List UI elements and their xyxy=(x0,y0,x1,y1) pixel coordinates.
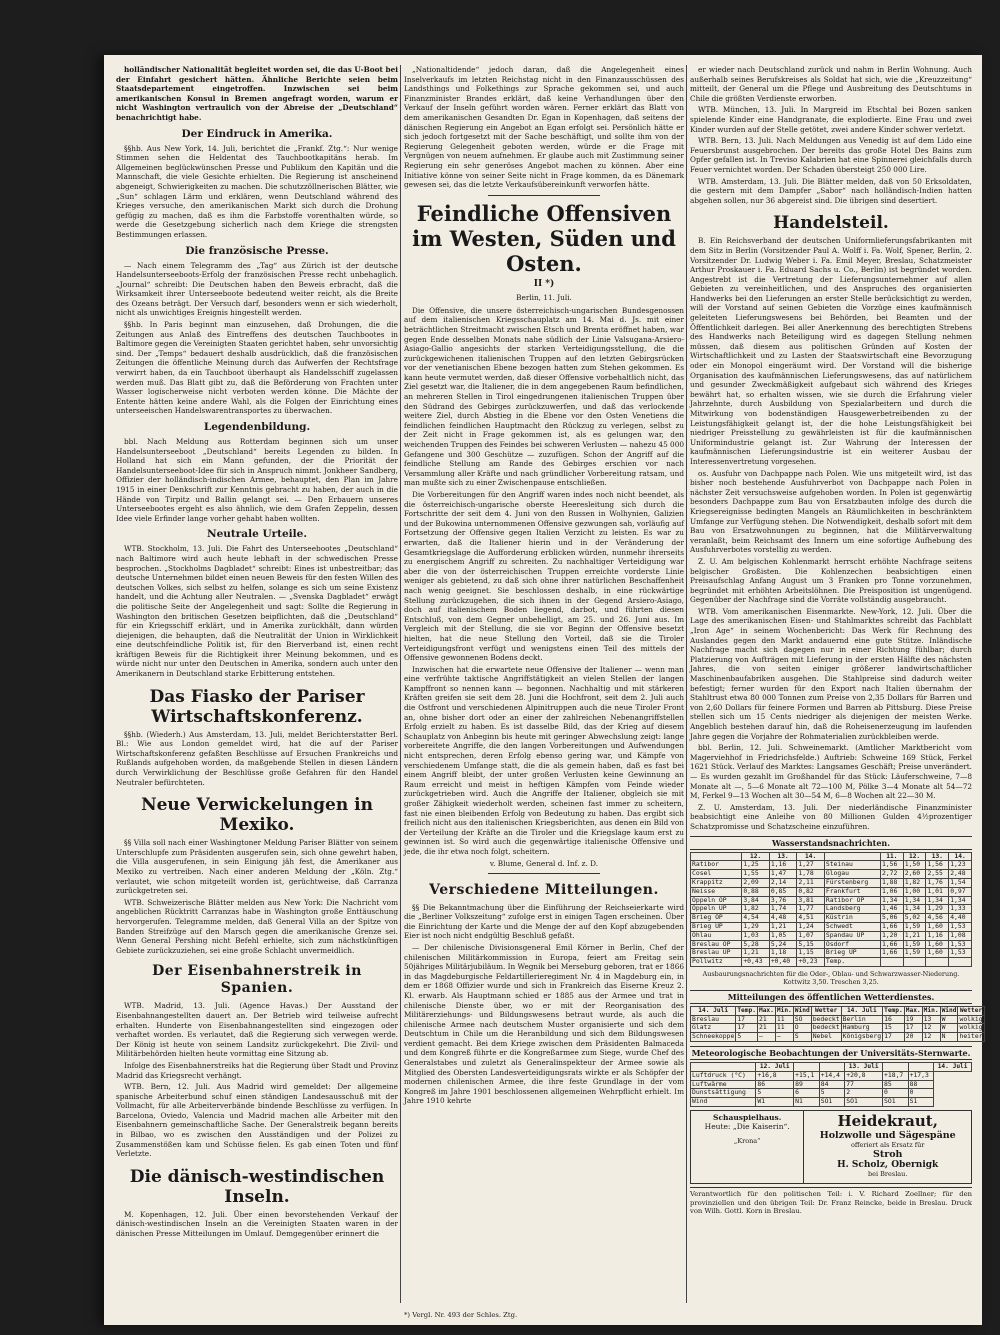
water-table-cell: 1,66 xyxy=(880,949,903,958)
footnote: *) Vergl. Nr. 493 der Schles. Ztg. xyxy=(404,1311,518,1319)
weather-table-header-cell: Temp. xyxy=(884,1006,903,1014)
water-table-cell: 0,85 xyxy=(769,887,797,896)
water-table-cell: 1,66 xyxy=(880,940,903,949)
water-table-cell: Breslau OP xyxy=(691,940,742,949)
weather-table-cell: 20 xyxy=(904,1033,922,1042)
water-table-cell: Brieg UP xyxy=(824,949,880,958)
water-table-cell: Landsberg xyxy=(824,905,880,914)
water-table-cell: 1,59 xyxy=(903,940,926,949)
water-table-cell: Glogau xyxy=(824,870,880,879)
weather-table-cell: 12 xyxy=(922,1024,940,1033)
observation-table-cell: 88 xyxy=(908,1080,934,1089)
observation-table-cell: 0 xyxy=(883,1089,909,1098)
ad-subline: Holzwolle und Sägespäne xyxy=(819,1130,956,1142)
water-table-cell: 3,84 xyxy=(742,896,770,905)
weather-table-header-cell: Max. xyxy=(758,1006,774,1014)
paragraph: WTB. München, 13. Juli. In Margreid im Etschtal bei Bozen sanken spielende Kinder eine Handgranate, die explodierte. Eine Frau und zwei Kinder wurden auf der Stelle getötet, zwei andere Kinder schwer verletzt. xyxy=(690,105,972,134)
weather-table-cell: 19 xyxy=(904,1015,922,1024)
water-table-header-cell: 12. xyxy=(742,852,770,861)
water-table-cell: 2,55 xyxy=(926,870,949,879)
water-table-header-cell: 12. xyxy=(903,852,926,861)
observation-table-cell: 89 xyxy=(794,1080,820,1089)
water-table-cell: 1,25 xyxy=(742,861,770,870)
weather-table-cell: Königsberg xyxy=(842,1032,882,1041)
divider xyxy=(488,873,600,874)
water-table-cell: Ratibor xyxy=(691,861,742,870)
water-table-cell: +0,23 xyxy=(797,958,825,967)
paragraph: Inzwischen hat die erwartete neue Offensive der Italiener — wenn man eine verfrühte taktische Angriffstätigkeit an vielen Stellen der langen Kampffront so nennen kann — begonnen. Nachhaltig und mit stärkeren Kräften greifen sie seit dem 28. Juni die Hochfront, seit dem 2. Juli auch die Ostfront und verschiedenen Alpinitruppen auch die neue Tiroler Front an, ohne bisher dort oder an einer der zahlreichen Nebenangriffstellen Erfolg erzielt zu haben. Es ist dasselbe Bild, das der Krieg auf diesem Schauplatz von Anbeginn bis heute mit geringer Abwechslung zeigt: lange vorbereitete Angriffe, die den langen Vorbereitungen und Aufwendungen nicht entsprechen, deren Erfolg ebenso gering war, und Kämpfe von verschiedenem Umfange statt, die die als gemein haben, daß es fast bei einem Angriff bleibt, der unter großen Verlusten keine Gewinnung an Raum erreicht und meist in heftigen Kämpfen vom Feinde wieder zurückgetrieben wird. Auch die Angriffe der Italiener, obgleich sie mit großer Zähigkeit wiederholt werden, scheinen fast immer zu scheitern, fast nie einen bleibenden Erfolg von Bedeutung zu haben. Das ergibt sich freilich nicht aus den italienischen Kriegsberichten, aus denen ein Bild von der Verteilung der Kräfte an die Tiroler und die Kriegslage kaum erst zu gewinnen ist. So wird auch die gegenwärtige italienische Offensive und jede, die ihr etwa noch folgt, scheitern. xyxy=(404,664,684,856)
ad-company: H. Scholz, Obernigk xyxy=(837,1160,939,1171)
water-table-cell: 4,56 xyxy=(926,914,949,923)
paragraph: Z. U. Amsterdam, 13. Juli. Der niederländische Finanzminister beabsichtigt eine Anleihe von 80 Millionen Gulden 4½prozentiger Schatzpromisse und Schatzscheine einzuführen. xyxy=(690,802,972,831)
water-table-cell: 1,59 xyxy=(903,922,926,931)
observation-table-title: Meteorologische Beobachtungen der Universitäts-Sternwarte. xyxy=(691,1048,971,1059)
water-table-cell: Fürstenberg xyxy=(824,878,880,887)
water-table-cell: 1,54 xyxy=(949,878,972,887)
water-table-cell: 1,24 xyxy=(797,922,825,931)
article-headline: Die dänisch-westindischen Inseln. xyxy=(129,1166,385,1207)
observation-table-cell: 0 xyxy=(908,1089,934,1098)
theater-ad xyxy=(691,1111,804,1183)
water-table-cell: 2,11 xyxy=(797,878,825,887)
weather-table-cell: 11 xyxy=(775,1015,793,1024)
water-table-cell: 1,60 xyxy=(926,949,949,958)
paragraph: B. Ein Reichsverband der deutschen Uniformlieferungsfabrikanten mit dem Sitz in Berlin (Vorsitzender Paul A. Wolff i. Fa. Wolf, Spener, Berlin, 2. Vorsitzender Dr. Ludwig Weber i. Fa. Emil Meyer, Breslau, Schatzmeister Arthur Proskauer i. Fa. Eduard Sachs u. Co., Berlin) ist begründet worden. Angestrebt ist die Vertretung der Lieferungsunternehmer auf allen Gebieten zu vereinheitlichen, und des Anspruches des organisierten Handwerks bei den Lieferungen an erster Stelle berücksichtigt zu werden, will der Vorstand auf seinen Gebieten die Vorzüge eines kaufmännisch geleiteten Lieferungswesens bei Behörden, bei Beamten und der Öffentlichkeit darlegen. Bei aller Anerkennung des berechtigten Strebens des Handwerks nach Beteiligung wird es dagegen Stellung nehmen müssen, daß diesem aus politischen Gründen auf Kosten der Wirtschaftlichkeit und zu Lasten der Staatswirtschaft eine Bevorzugung oder ein Monopol eingeräumt wird. Der Vorstand will die bisherige Organisation des kaufmännischen Lieferungswesens, das auf natürlichem und gesunder Zweckmäßigkeit aufgebaut sich während des Krieges bewährt hat, so erhalten wissen, wie sie durch die Erfahrung vieler Jahrzehnte, durch Ausbildung von Spezialarbeitern und durch die Mitwirkung von bodenständigen Hausgewerbetreibenden zu der Leistungsfähigkeit gelangt ist, der die hohe Leistungsfähigkeit bei niedriger Preisstellung zu gewährleisten ist für die kaufmännischen Uniformindustrie gelangt ist. Zur Wahrung der Interessen der kaufmännischen Lieferungsindustrie ist ein weiterer Ausbau der Interessenvertretung vorgesehen. xyxy=(690,236,972,466)
observation-table-cell: +20,8 xyxy=(845,1071,883,1080)
weather-table-cell: — xyxy=(775,1033,793,1042)
weather-table-title: Mitteilungen des öffentlichen Wetterdienstes. xyxy=(690,990,972,1004)
water-table-cell: 1,29 xyxy=(742,922,770,931)
observation-table-cell: SO1 xyxy=(819,1098,845,1107)
water-table-header-cell: 13. xyxy=(926,852,949,861)
water-table-cell: 1,82 xyxy=(742,905,770,914)
water-table-cell xyxy=(880,958,903,967)
weather-table-cell: Hamburg xyxy=(841,1024,882,1033)
water-table-cell: 1,46 xyxy=(880,905,903,914)
column-3 xyxy=(690,65,983,1303)
water-table-cell: Steinau xyxy=(824,861,880,870)
newspaper-page xyxy=(104,55,982,1325)
paragraph: WTB. Amsterdam, 13. Juli. Die Blätter melden, daß von 50 Erksoldaten, die gestern mit dem Dampfer „Sabor“ nach holländisch-Indien hatten abgehen sollen, nur 36 abgereist sind. Die übrigen sind desertiert. xyxy=(690,176,972,205)
water-table-cell: 1,08 xyxy=(949,931,972,940)
water-table-cell: Oppeln UP xyxy=(691,905,742,914)
water-table-cell: 1,55 xyxy=(742,870,770,879)
observation-table-cell: 5 xyxy=(756,1089,794,1098)
water-table-cell: 1,60 xyxy=(926,940,949,949)
water-table-row xyxy=(691,878,972,887)
weather-table-cell: wolkig xyxy=(959,1014,983,1023)
weather-table-cell: 13 xyxy=(922,1015,940,1024)
water-table-cell: Ohlau xyxy=(691,931,742,940)
article-headline: Das Fiasko der Pariser Wirtschaftskonferenz. xyxy=(149,686,365,727)
weather-table-header-cell: Wetter xyxy=(811,1006,841,1015)
water-table-cell: 1,29 xyxy=(926,905,949,914)
weather-table-cell: Berlin xyxy=(841,1015,882,1024)
water-table-cell: 0,82 xyxy=(797,887,825,896)
paragraph: bbl. Berlin, 12. Juli. Schweinemarkt. (Amtlicher Marktbericht vom Magerviehhof in Friedrichsfelde.) Auftrieb: Schweine 169 Stück, Ferkel 1621 Stück. Verlauf des Marktes: Langsames Geschäft; Preise unverändert. — Es wurden gezahlt im Großhandel für das Stück: Läuferschweine, 7—8 Monate alt —, 5—6 Monate alt 72—100 M, Pölke 3—4 Monate alt 54—72 M, Ferkel 9—13 Wochen alt 30—54 M, 6—8 Wochen alt 22—30 M. xyxy=(690,743,972,801)
weather-table-cell: SO xyxy=(793,1015,811,1024)
paragraph: WTB. Schweizerische Blätter melden aus New York: Die Nachricht vom angeblichen Rücktritt Carranzas habe in Washington große Enttäuschung hervorgerufen. Telegramme melden, daß General Villa an der Spitze von Banden Streifzüge auf den Marsch gegen die amerikanische Grenze sei. Wenn General Pershing nicht Befehl erhielte, sich zum nächstkünftigen Gebiete zurückzuziehen, sei eine große Schlacht unvermeidlich. xyxy=(116,897,398,955)
water-table-cell: 1,03 xyxy=(742,931,770,940)
water-table-cell: 1,53 xyxy=(949,922,972,931)
paragraph: — Nach einem Telegramm des „Tag“ aus Zürich ist der deutsche Handelsunterseeboots-Erfolg der französischen Presse recht unbehaglich. „Journal“ schreibt: Die Deutschen haben den Beweis erbracht, daß die Wirksamkeit ihrer Unterseeboote bedeutend weiter reicht, als die Breite des Ozeans beträgt. Der Versuch darf, besonders wenn er sich wiederholt, nicht als unwichtiges Ereignis hingestellt werden. xyxy=(116,260,398,318)
weather-table-cell: 15 xyxy=(883,1024,905,1033)
weather-table-cell: 11 xyxy=(775,1024,793,1033)
water-table-cell: 1,16 xyxy=(769,861,797,870)
water-table-cell: 4,48 xyxy=(769,914,797,923)
water-table-cell: 1,05 xyxy=(769,931,797,940)
dateline: Berlin, 11. Juli. xyxy=(516,292,572,302)
weather-table-cell: Nebel xyxy=(811,1033,841,1042)
paragraph: Die Offensive, die unsere österreichisch-ungarischen Bundesgenossen auf dem italienischen Kriegsschauplatz am 14. Mai d. Js. mit einer beträchtlichen Streitmacht zwischen Etsch und Brenta eröffnet haben, war gegen Ende desselben Monats nahe südlich der Linie Valsugana-Arsiero-Asiago-Gallio angesichts der starken Verteidigungsstellung, die die zurückgewichenen italienischen Truppen auf den letzten Gebirgsrücken vor der venetianischen Ebene bezogen hatten zum Stehen gekommen. Es kann heute vermutet werden, daß dieser Offensive vorbehaltlich nicht, das Ziel gesetzt war, die Italiener, die in dem angegebenen Raum befindlichen, an mehreren Stellen in Tirol eingedrungenen italienischen Truppen über den Südrand des Gebirges zurückzuwerfen, und daß das verlockende weitere Ziel, durch Abstieg in die Ebene vor den Osten Venetiens die feindlichen feindlichen Hauptmacht den Rückzug zu verlegen, selbst zu der Zeit nicht in Frage gekommen ist, als es gelungen war, den weichenden Truppen des Feindes bei schweren Verlusten — nahezu 45 000 Gefangene und 300 Geschütze — zuzufügen. Schon der Angriff auf die feindliche Stellung am Rande des Gebirges erschien vor nach Versammlung aller Kräfte und nach gründlicher Vorbereitung ratsam, und man mußte sich zu einer Zwischenpause entschließen. xyxy=(404,305,684,488)
water-table-cell: 1,47 xyxy=(769,870,797,879)
water-table-cell: 1,21 xyxy=(903,931,926,940)
water-table-cell: Krappitz xyxy=(691,878,742,887)
weather-table-cell: Breslau xyxy=(691,1015,736,1024)
water-table-cell: 1,34 xyxy=(949,896,972,905)
water-table-cell: 1,34 xyxy=(880,896,903,905)
paragraph: er wieder nach Deutschland zurück und nahm in Berlin Wohnung. Auch außerhalb seines Berufskreises als Soldat hat sich, wie die „Kreuzzeitung“ mitteilt, der General um die Pflege und Ausbreitung des Deutschtums in Chile die größten Verdienste erworben. xyxy=(690,65,972,103)
paragraph: §§ Die Bekanntmachung über die Einführung der Reichseierkarte wird die „Berliner Volkszeitung“ zufolge erst in einigen Tagen erscheinen. Über die Einrichtung der Karte und die Menge der auf den Kopf abzugebenden Eier ist noch nicht endgültig Beschluß gefaßt. xyxy=(404,902,684,941)
imprint: Verantwortlich für den politischen Teil: i. V. Richard Zoellner; für den provinziellen und den übrigen Teil: Dr. Franz Reincke, beide in Breslau. Druck von Wilh. Gottl. Korn in Breslau. xyxy=(690,1187,972,1216)
observation-table xyxy=(690,1062,972,1107)
article-headline: Neue Verwickelungen in Mexiko. xyxy=(141,795,373,836)
water-table-cell: 1,16 xyxy=(926,931,949,940)
column-rule xyxy=(400,65,401,1303)
weather-table-cell: 17 xyxy=(904,1024,922,1033)
article-part-number: II *) xyxy=(533,278,555,289)
water-table-cell xyxy=(926,958,949,967)
weather-table-row xyxy=(691,1024,985,1033)
weather-table-cell: W xyxy=(940,1015,958,1024)
water-table-cell: Temp. xyxy=(824,958,880,967)
water-table-cell: 0,97 xyxy=(949,887,972,896)
water-table-cell: 1,88 xyxy=(880,878,903,887)
water-table-cell: Frankfurt xyxy=(824,887,880,896)
observation-table-cell: 6 xyxy=(794,1089,820,1098)
weather-table-cell: wolkig xyxy=(959,1023,983,1032)
water-table-cell: 1,07 xyxy=(797,931,825,940)
article-headline: Feindliche Offensiven im Westen, Süden und Osten. xyxy=(412,200,676,276)
section-heading: Legendenbildung. xyxy=(203,421,311,433)
weather-table-cell: 17 xyxy=(736,1015,758,1024)
observation-table-cell: +16,8 xyxy=(756,1071,794,1080)
water-table-cell: 1,23 xyxy=(949,861,972,870)
advertisement-block xyxy=(690,1110,972,1184)
water-table-cell: 5,06 xyxy=(880,914,903,923)
water-table-cell: 1,34 xyxy=(903,905,926,914)
water-table-cell: Neisse xyxy=(691,887,742,896)
weather-table-cell: 5 xyxy=(736,1033,758,1042)
theater-ad-line: Heute: „Die Kaiserin“. xyxy=(704,1122,790,1132)
observation-table-cell: SO1 xyxy=(883,1098,909,1107)
water-table-cell: +0,43 xyxy=(742,958,770,967)
water-table-cell: Spandau UP xyxy=(824,931,880,940)
heidekraut-ad xyxy=(804,1111,971,1183)
weather-table-cell: W xyxy=(940,1024,958,1033)
weather-table-header-cell: Wind xyxy=(941,1006,957,1014)
column-rule xyxy=(686,65,687,1303)
weather-table-cell: 21 xyxy=(757,1015,775,1024)
observation-table-cell: 85 xyxy=(883,1080,909,1089)
water-table-cell: 3,76 xyxy=(769,896,797,905)
water-table-cell: Pollwitz xyxy=(691,958,742,967)
observation-table-cell: Luftdruck (°C) xyxy=(691,1071,756,1080)
observation-table-cell: +18,7 xyxy=(883,1071,909,1080)
water-table-cell: 1,74 xyxy=(769,905,797,914)
water-table-cell: 5,28 xyxy=(742,940,770,949)
observation-table-cell: 77 xyxy=(845,1080,883,1089)
water-table-cell: Küstrin xyxy=(824,914,880,923)
weather-table-header-cell: Max. xyxy=(905,1006,921,1014)
water-level-table xyxy=(690,852,972,967)
ad-place: bei Breslau. xyxy=(867,1170,908,1179)
weather-table-header-cell: Min. xyxy=(923,1006,939,1014)
observation-table-row xyxy=(691,1098,972,1107)
water-table-cell: 1,53 xyxy=(949,949,972,958)
weather-table-cell: 16 xyxy=(883,1015,905,1024)
weather-table-cell: 17 xyxy=(883,1033,905,1042)
water-table-cell: Brieg UP xyxy=(691,922,742,931)
observation-table-cell: W1 xyxy=(756,1098,794,1107)
observation-table-cell: +14,4 xyxy=(819,1071,845,1080)
observation-table-cell: S1 xyxy=(908,1098,934,1107)
water-table-cell: Schwedt xyxy=(824,922,880,931)
water-table-cell: 1,76 xyxy=(926,878,949,887)
observation-table-cell: Wind xyxy=(691,1098,756,1107)
water-table-cell: 2,48 xyxy=(949,870,972,879)
weather-table-header-cell: 14. Juli xyxy=(841,1006,882,1015)
paragraph: holländischer Nationalität begleitet worden sei, die das U-Boot bei der Einfahrt gesichert hätten. Ähnliche Berichte seien beim Staatsdepartement eingetroffen. Inzwischen sei beim amerikanischen Konsul in Bremen angefragt worden, warum er nicht Washington vertraulich von der Abreise der „Deutschland“ benachrichtigt habe. xyxy=(116,65,398,122)
weather-table-header-cell: Wetter xyxy=(959,1006,983,1014)
water-table-cell: 5,24 xyxy=(769,940,797,949)
water-table-cell: 2,72 xyxy=(880,870,903,879)
water-table-cell: 2,60 xyxy=(903,870,926,879)
water-table-cell: 5,02 xyxy=(903,914,926,923)
observation-table-header-cell: 12. Juli xyxy=(756,1063,794,1072)
paragraph: — Der chilenische Divisionsgeneral Emil Körner in Berlin, Chef der chilenischen Militärkommission in Europa, feiert am Freitag sein 50jähriges Militärjubiläum. In Wegnik bei Merseburg geboren, trat er 1866 in das Magdeburgische Feldartillerieregiment Nr. 4 in Magdeburg ein, in dem er 1868 Offizier wurde und sich in Frankreich das Eiserne Kreuz 2. Kl. erwarb. Als Hauptmann schied er 1885 aus der Armee und trat in chilenische Dienste über, wo er mit der Reorganisation des Militärerziehungs- und Bildungswesens betraut wurde, als auch die chilenische Armee nach deutschem Muster organisierte und sich dem Deutschtum in Chile um die Heranbildung und sich dem Bildungswesen verdient gemacht. Bei dem Kriege zwischen dem Präsidenten Balmaceda und dem Kongreß führte er die Kongreßarmee zum Siege, wurde Chef des Generalstabes und zuletzt als Generalinspekteur der Armee sowie als Mitglied des Obersten Landesverteidigungsrats wirkte er als Schöpfer der modernen chilenischen Armee, die ihre feste Grundlage in der vom Kongreß im Jahre 1901 beschlossenen allgemeinen Wehrpflicht erhielt. Im Jahre 1910 kehrte xyxy=(404,942,684,1106)
water-table-cell: 1,01 xyxy=(926,887,949,896)
water-table-header-cell: 11. xyxy=(880,852,903,861)
weather-table-cell: O xyxy=(793,1024,811,1033)
paragraph: Die Vorbereitungen für den Angriff waren indes noch nicht beendet, als die österreichisch-ungarische oberste Heeresleitung sich durch die Fortschritte der seit dem 4. Juni von den Russen in Wolhynien, Galizien und der Bukowina unternommenen Offensive gezwungen sah, vorläufig auf Fortsetzung der Offensive gegen Italien Verzicht zu leisten. Es war zu erwarten, daß die Italiener hierin und in der Veränderung der Gesamtkriegslage die Aufforderung erblicken würden, nunmehr ihrerseits zu energischem Angriff zu schreiten. Zu nachhaltiger Verteidigung war aber die von der österreichischen Truppen erreichte vorderste Linie weniger als gebietend, zu daß sich ohne ihrer natürlichen Beschaffenheit nach wenig geeignet. Sie beschlossen deshalb, in eine rückwärtige Stellung zurückzugehen, die sich ihnen in der Gegend Arsiero-Asiago, doch auf italienischem Boden liegend, darbot, und führten diesen Entschluß, von dem Gegner unbehelligt, am 25. und 26. Juni aus. Im Vergleich mit der Stellung, die sie vor Beginn der Offensive besetzt hielten, hat die neue Stellung den Vorteil, daß sie die Tiroler Verteidigungsfront verfügt und wenigstens einen Teil des mittels der Offensive gewonnenen Bodens deckt. xyxy=(404,490,684,663)
observation-table-header-cell: 13. Juli xyxy=(845,1063,883,1072)
ad-small: offeriert als Ersatz für xyxy=(850,1141,925,1150)
water-table-cell: 1,21 xyxy=(742,949,770,958)
water-table-cell: Brieg OP xyxy=(691,914,742,923)
water-table-cell: Ratibor OP xyxy=(824,896,880,905)
water-table-cell: 1,60 xyxy=(926,922,949,931)
weather-table-cell: 21 xyxy=(757,1024,775,1033)
weather-table-cell: — xyxy=(757,1033,775,1042)
observation-table-row xyxy=(691,1071,972,1080)
paragraph: WTB. Madrid, 13. Juli. (Agence Havas.) Der Ausstand der Eisenbahnangestellten dauert an. Der Betrieb wird teilweise aufrecht erhalten. Hunderte von Eisenbahnangestellten sind eingezogen oder verhaftet worden. Es verlautet, daß die Regierung sich verwegen werde. Der König ist heute von seinem Landsitz zurückgekehrt. Die Zivil- und Militärbehörden hielten heute vormittag eine Sitzung ab. xyxy=(116,1001,398,1059)
water-table-cell: 1,34 xyxy=(903,896,926,905)
weather-table-cell: bedeckt xyxy=(812,1014,840,1023)
weather-table-cell: Schneekoppe xyxy=(692,1032,735,1041)
weather-table-cell: 17 xyxy=(736,1024,758,1033)
water-table-cell: +0,40 xyxy=(769,958,797,967)
water-table-cell: Oppeln OP xyxy=(691,896,742,905)
water-table-cell: 4,40 xyxy=(949,914,972,923)
paragraph: WTB. Bern, 13. Juli. Nach Meldungen aus Venedig ist auf dem Lido eine Feuersbrunst ausgebrochen. Der bereits das große Hotel Des Bains zum Opfer gefallen ist. In Treviso Kalabrien hat eine Spinnerei gleichfalls durch Feuer vernichtet worden. Der Schaden übersteigt 250 000 Lire. xyxy=(690,136,972,174)
water-table-cell: 1,20 xyxy=(880,931,903,940)
water-table-cell: 1,06 xyxy=(880,887,903,896)
weather-table xyxy=(690,1006,985,1042)
water-table-cell: 3,81 xyxy=(797,896,825,905)
paragraph: §§hb. (Wiederh.) Aus Amsterdam, 13. Juli, meldet Berichterstatter Berl. Bl.: Wie aus London gemeldet wird, hat die auf der Pariser Wirtschaftskonferenz gefaßten Beschlüsse auf Ersuchen Frankreichs und Rußlands aufgehoben worden, da maßgebende Stellen in diesen Ländern durch Verwirklichung der Beschlüsse große Gefahren für den Handel Neutraler befürchteten. xyxy=(116,729,398,787)
weather-table-header-cell: Min. xyxy=(776,1006,792,1014)
water-table-cell: 1,34 xyxy=(926,896,949,905)
water-table-cell: 1,77 xyxy=(797,905,825,914)
water-table-cell: 1,82 xyxy=(903,878,926,887)
water-table-header-cell: 13. xyxy=(769,852,797,861)
weather-table-cell: heiter xyxy=(959,1032,983,1041)
observation-table-cell: +17,3 xyxy=(908,1071,934,1080)
section-heading: Neutrale Urteile. xyxy=(207,528,307,541)
theater-ad-title: Schauspielhaus. xyxy=(713,1113,782,1123)
water-table-cell: 2,14 xyxy=(769,878,797,887)
observation-table-cell: N1 xyxy=(794,1098,820,1107)
ad-headline: Heidekraut, xyxy=(837,1112,938,1131)
water-table-cell: 1,53 xyxy=(949,940,972,949)
paragraph: Z. U. Am belgischen Kohlenmarkt herrscht erhöhte Nachfrage seitens belgischer Großisten. Die Kohlenzechen beabsichtigen einen Preisaufschlag Anfang August um 3 Franken pro Tonne vorzunehmen, begründet mit erhöhten Arbeitslöhnen. Die Preisposition ist ungenügend. Gegenüber der Nachfrage sind die Vorräte vollständig ausgebraucht. xyxy=(690,556,972,605)
water-table-cell: 1,56 xyxy=(880,861,903,870)
paragraph: „Nationaltidende“ jedoch daran, daß die Angelegenheit eines Inselverkaufs im letzten Reichstag nicht in den Finanzausschüssen des Landsthings und Folkethings zur Sprache gekommen sei, und auch Finanzminister Brandes erklärt, daß keine Verhandlungen über den Verkauf der Inseln geführt worden wären. Ferner erklärt das Blatt von dem amerikanischen Gesandten Dr. Egan in Kopenhagen, daß seitens der dänischen Regierung ein Angebot an Egan erfolgt sei. Persönlich hätte er sich jedoch fortgesetzt mit der Sache beschäftigt, und sollte ihm von der Regierung Gelegenheit geboten werden, würde er die Frage mit Vergnügen von neuem aufnehmen. Er glaube auch mit Zustimmung seiner Regierung ein sehr generöses Angebot machen zu können. Aber eine Initiative könne von seiner Seite nicht in Frage kommen, da es Dänemark gewesen sei, das die letzte Verkaufsübereinkunft verworfen hätte. xyxy=(404,65,684,190)
observation-table-cell: 84 xyxy=(819,1080,845,1089)
water-table-cell: Breslau UP xyxy=(691,949,742,958)
water-table-cell: 1,18 xyxy=(769,949,797,958)
ad-word: Stroh xyxy=(872,1149,903,1161)
observation-table-cell: 2 xyxy=(845,1089,883,1098)
water-table-row xyxy=(691,931,972,940)
water-table-cell: 1,56 xyxy=(926,861,949,870)
paragraph: os. Ausfuhr von Dachpappe nach Polen. Wie uns mitgeteilt wird, ist das bisher noch bestehende Ausfuhrverbot von Dachpappe nach Polen in nächster Zeit versuchsweise aufgehoben worden. In Polen ist gegenwärtig besonders Dachpappe zum Bau von Ersatzbauten infolge des durch die Kriegsereignisse bedingten Mangels an Räumlichkeiten in beschränktem Umfange zur Verfügung stehen. Die Notwendigkeit, deshalb sofort mit dem Bau von Ersatzwohnungen zu beginnen, hat die Militärverwaltung veranlaßt, beim Reichsamt des Innern um eine sofortige Aufhebung des Ausfuhrverbotes vorstellig zu werden. xyxy=(690,468,972,555)
brand-mark: „Krona“ xyxy=(733,1137,761,1146)
water-table-header-cell: 14. xyxy=(949,852,972,861)
weather-table-header-cell: 14. Juli xyxy=(691,1006,736,1015)
paragraph: §§hb. Aus New York, 14. Juli, berichtet die „Frankf. Ztg.“: Nur wenige Stimmen sehen die Heldentat des Tauchbootkapitäns herab. Im Allgemeinen beglückwünschen Presse und Publikum den Kapitän und die Mannschaft, die viele Gesichte erhielten. Die Regierung ist anscheinend abgeneigt, Schwierigkeiten zu machen. Die schutzzöllnerischen Blätter, wie „Sun“ schlagen Lärm und erklären, wenn Deutschland während des Krieges versuche, den amerikanischen Markt sich durch die Drohung gefügig zu machen, daß es ihm die Farbstoffe vorenthalten würde, so werde die Gesetzgebung sicherlich nach dem Kriege die strengsten Bestimmungen erlassen. xyxy=(116,143,398,239)
paragraph: WTB. Stockholm, 13. Juli. Die Fahrt des Unterseebootes „Deutschland“ nach Baltimore wird auch heute lebhaft in der schwedischen Presse besprochen. „Stockholms Dagbladet“ schreibt: Eines ist unbestreitbar; das deutsche Unternehmen bildet einen neuen Beweis für den festen Willen des deutschen Volkes, sich selbst zu helfen, solange es sich um seine Existenz handelt, und die Achtung aller Neutralen. — „Svenska Dagbladet“ erwägt die politische Seite der Angelegenheit und sagt: Sollte die Regierung in Washington den britischen Gesetzen beipflichten, daß die „Deutschland“ für ein Kriegsschiff erklärt, und in Amerika zurückhält, dann würden diejenigen, die behaupten, daß die Neutralität der Union in Wirklichkeit eine deutschfeindliche Politik ist, für den Bierverband ist, einen recht kräftigen Beweis für die Richtigkeit ihrer Meinung bekommen, und es würde nicht nur unter den Deutschen in Amerika, sondern auch unter den Amerikanern in Deutschland starke Erbitterung entstehen. xyxy=(116,544,399,679)
paragraph: §§hb. In Paris beginnt man einzusehen, daß Drohungen, die die Zeitungen aus Anlaß des Eintreffens des deutschen Tauchbootes in Baltimore gegen die Vereinigten Staaten gerichtet haben, sehr unvorsichtig sind. Der „Temps“ bedauert deshalb ausdrücklich, daß die französischen Zeitungen die öffentliche Meinung durch das Aufwerfen der Rechtsfrage verwirrt haben, da ein Tauchboot überhaupt als Handelsschiff zugelassen werden muß. Das Blatt gibt zu, daß die Beförderung von Frachten unter Wasser logischerweise nicht verboten werden könne. Die Mächte der Entente hätten keine andere Wahl, als die Folgen der Einrichtung eines unterseeischen Handelswarentransportes zu überwachen. xyxy=(116,320,398,416)
water-table-cell: 1,33 xyxy=(949,905,972,914)
observation-table-cell: SO1 xyxy=(845,1098,883,1107)
weather-table-header-cell: Wind xyxy=(794,1006,810,1014)
observation-table-cell: +15,1 xyxy=(794,1071,820,1080)
divider xyxy=(488,195,600,196)
section-heading: Die französische Presse. xyxy=(185,244,329,257)
author-signature: v. Blume, General d. Inf. z. D. xyxy=(489,858,599,868)
paragraph: Infolge des Eisenbahnerstreiks hat die Regierung über Stadt und Provinz Madrid das Kriegsrecht verhängt. xyxy=(116,1060,398,1080)
observation-table-cell: Luftwärme xyxy=(691,1080,756,1089)
water-table-row xyxy=(691,922,972,931)
water-table-cell: 1,78 xyxy=(797,870,825,879)
water-table-cell: 2,09 xyxy=(742,878,770,887)
water-table-cell: 1,15 xyxy=(797,949,825,958)
weather-table-cell: 12 xyxy=(922,1033,940,1042)
paragraph: WTB. Vom amerikanischen Eisenmarkte. New-York, 12. Juli. Über die Lage des amerikanischen Eisen- und Stahlmarktes schreibt das Fachblatt „Iron Age“ in seinem Wochenbericht: Das Werk für Rechnung des Auslandes gegen den Markt andauernd eine gute Stütze. Inländische Nachfrage macht sich dagegen nur in einer Richtung fühlbar; durch Platzierung von Aufträgen mit Lieferung in der ersten Hälfte des nächsten Jahres, die von seiten einiger größerer landwirtschaftlicher Maschinenbaufabriken ausgehen. Die Stahlpreise sind dadurch weiter befestigt; ferner wurden für den Export nach Italien übernahm der Stahltrust etwa 80 000 Tonnen zum Preise von 2,35 Dollars für Barren und von 2,60 Dollars für feinere Formen und Barren ab Pittsburg. Diese Preise stellen sich um 15 Cents niedriger als diejenigen der meisten Werke. Angeblich bestehen darauf hin, daß die Roheisenerzeugung im laufenden Jahre gegen die Vorjahre der Rohmaterialien zurückbleiben werde. xyxy=(690,606,972,741)
observation-table-cell: 5 xyxy=(819,1089,845,1098)
water-table-cell: 1,00 xyxy=(903,887,926,896)
water-table-cell: 4,51 xyxy=(797,914,825,923)
article-headline: Der Eisenbahnerstreik in Spanien. xyxy=(152,963,362,997)
paragraph: M. Kopenhagen, 12. Juli. Über einen bevorstehenden Verkauf der dänisch-westindischen Inseln an die Vereinigten Staaten waren in der dänischen Presse Mitteilungen im Umlauf. Demgegenüber erinnert die xyxy=(116,1209,398,1239)
water-table-cell: 1,50 xyxy=(903,861,926,870)
water-table-title: Wasserstandsnachrichten. xyxy=(690,836,972,850)
article-headline: Verschiedene Mitteilungen. xyxy=(429,881,659,898)
water-table-cell: Cosel xyxy=(691,870,742,879)
section-title-handelsteil: Handelsteil. xyxy=(773,213,889,234)
water-table-cell: 1,27 xyxy=(797,861,825,870)
water-table-cell: 4,54 xyxy=(742,914,770,923)
weather-table-header-cell: Temp. xyxy=(737,1006,756,1014)
observation-table-header-cell: 14. Juli xyxy=(934,1063,972,1072)
weather-table-cell: bedeckt xyxy=(812,1023,840,1032)
section-heading: Der Eindruck in Amerika. xyxy=(181,127,333,140)
weather-table-cell: Glatz xyxy=(691,1024,736,1033)
observation-table-cell: Dunstsättigung xyxy=(691,1089,756,1098)
column-1 xyxy=(116,65,398,1303)
water-table-row xyxy=(691,887,972,896)
water-table-cell: Osdorf xyxy=(824,940,880,949)
column-2 xyxy=(404,65,684,1303)
water-table-cell: 1,21 xyxy=(769,922,797,931)
water-table-cell: 1,66 xyxy=(880,922,903,931)
weather-table-cell: N xyxy=(940,1033,958,1042)
paragraph: WTB. Bern, 12. Juli. Aus Madrid wird gemeldet: Der allgemeine spanische Arbeiterbund schuf einen ständigen Landesausschuß mit der Vollmacht, für alle Arbeiterverbände bindende Beschlüsse zu verfügen. In Barcelona, Oviedo, Valencia und Madrid machen alle Arbeiter mit den Eisenbahnern gemeinschaftliche Sache. Der Generalstreik begann bereits in Bilbao, wo es zwischen den Ausständigen und der Polizei zu Zusammenstößen kam und Schüsse fielen. Es gab einen Toten und fünf Verletzte. xyxy=(116,1082,398,1159)
water-table-cell xyxy=(949,958,972,967)
paragraph: §§ Villa soll nach einer Washingtoner Meldung Pariser Blätter von seinem Unterschlupfe zum Präsidenten ausgerufen sein, sich ohne gewehrt haben, die Villa ausgerufenen, in sein Einigung jäh fest, die Amerikaner aus Mexiko zu vertreiben. Nach einer anderen Meldung der „Köln. Ztg.“ verlautet, wie schon mitgeteilt worden ist, gerüchtweise, daß Carranza zurückgetreten sei. xyxy=(116,838,398,896)
water-table-cell xyxy=(903,958,926,967)
water-note: Ausbaurungsnachrichten für die Oder-, Oblau- und Schwarzwasser-Niederung. Kottwitz 3,50. Treschen 3,25. xyxy=(702,969,960,986)
water-table-row xyxy=(691,958,972,967)
water-table-cell: 0,88 xyxy=(742,887,770,896)
water-table-cell: 5,15 xyxy=(797,940,825,949)
water-table-cell: 1,59 xyxy=(903,949,926,958)
paragraph: bbl. Nach Meldung aus Rotterdam beginnen sich um unser Handelsunterseeboot „Deutschland“ bereits Legenden zu bilden. In Holland hat sich ein Mann gefunden, der die Priorität der Handelsunterseeboot-Idee für sich in Anspruch nimmt. Jonkheer Sandberg, Offizier der holländisch-indischen Armee, behauptet, den Plan im Jahre 1915 in einer Denkschrift zur Kenntnis gebracht zu haben, der auch in die Hände von Tirpitz und Ballin gelangt sei. — Den Erbauern unseres Unterseebootes ergeht es also ähnlich, wie dem Grafen Zeppelin, dessen Idee viele Erfinder lange vorher gehabt haben wollten. xyxy=(116,437,398,523)
observation-table-cell: 86 xyxy=(756,1080,794,1089)
water-table-header-cell: 14. xyxy=(797,852,825,861)
weather-table-cell: S xyxy=(793,1033,811,1042)
weather-table-row xyxy=(691,1033,985,1042)
